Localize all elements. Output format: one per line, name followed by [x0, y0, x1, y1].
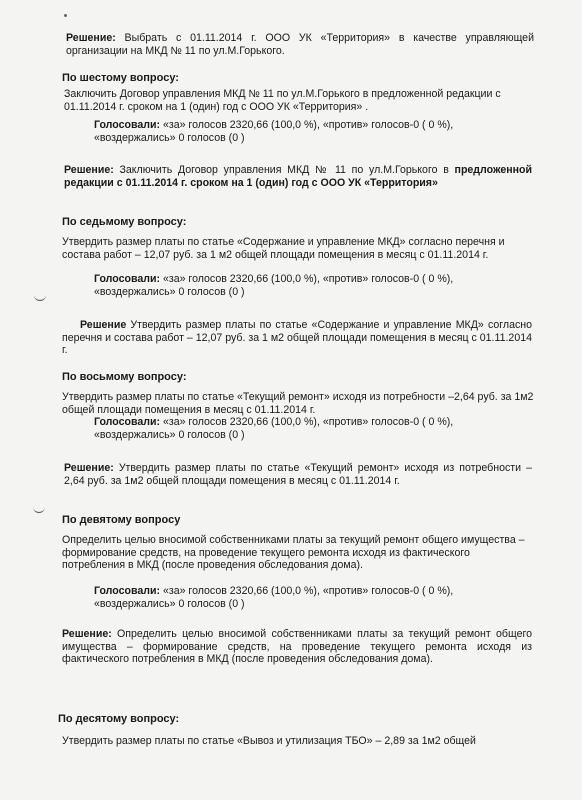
decision-q8 [64, 462, 532, 487]
question-7-vote [94, 273, 514, 298]
vote-text: «за» голосов 2320,66 (100,0 %), «против» голосов-0 ( 0 %), «воздержались» 0 голосов (0 ) [94, 273, 454, 298]
scan-mark [34, 294, 46, 301]
decision-text: Утвердить размер платы по статье «Текущий ремонт» исходя из потребности – 2,64 руб. за 1м2 общей площади помещения в месяц с 01.11.2014 г. [64, 462, 532, 487]
decision-q6 [64, 164, 532, 189]
question-10-heading: По десятому вопросу: [58, 713, 180, 725]
decision-text: Определить целью вносимой собственниками платы за текущий ремонт общего имущества – формирование средств, на проведение текущего ремонта исходя из фактического потребления в МКД (после проведения обследования дома). [62, 628, 532, 666]
question-9-text: Определить целью вносимой собственниками платы за текущий ремонт общего имущества – формирование средств, на проведение текущего ремонта исходя из фактического потребления в МКД (после проведения обследования дома). [62, 534, 525, 572]
question-7-text: Утвердить размер платы по статье «Содержание и управление МКД» согласно перечня и состава работ – 12,07 руб. за 1 м2 общей площади помещения в месяц с 01.11.2014 г. [62, 236, 505, 261]
decision-text: Заключить Договор управления МКД № 11 по ул.М.Горького в [113, 164, 455, 176]
decision-label: Решение: [62, 628, 112, 640]
vote-label: Голосовали: [94, 273, 161, 285]
question-10-text: Утвердить размер платы по статье «Вывоз и утилизация ТБО» – 2,89 за 1м2 общей [62, 735, 476, 747]
question-8-text: Утвердить размер платы по статье «Текущий ремонт» исходя из потребности –2,64 руб. за 1м2 общей площади помещения в месяц с 01.11.2014 г. [62, 391, 534, 416]
decision-label: Решение: [64, 164, 114, 176]
question-9-heading: По девятому вопросу [62, 514, 181, 526]
question-6-vote [94, 119, 514, 144]
vote-label: Голосовали: [94, 119, 161, 131]
decision-q9 [62, 628, 532, 666]
vote-text: «за» голосов 2320,66 (100,0 %), «против» голосов-0 ( 0 %), «воздержались» 0 голосов (0 ) [94, 416, 454, 441]
decision-q5 [66, 32, 534, 57]
decision-label: Решение [80, 319, 127, 331]
decision-text: Утвердить размер платы по статье «Содержание и управление МКД» согласно перечня и состава работ – 12,07 руб. за 1 м2 общей площади помещения в месяц с 01.11.2014 г. [62, 319, 532, 357]
question-9-vote [94, 585, 514, 610]
question-8-vote [94, 416, 514, 441]
vote-label: Голосовали: [94, 585, 161, 597]
scan-mark [33, 506, 45, 513]
decision-text: Выбрать с 01.11.2014 г. ООО УК «Территория» в качестве управляющей организации на МКД № 11 по ул.М.Горького. [66, 32, 534, 57]
decision-label: Решение: [64, 462, 114, 474]
scan-speck [64, 14, 67, 17]
question-8-heading: По восьмому вопросу: [62, 371, 187, 383]
vote-text: «за» голосов 2320,66 (100,0 %), «против» голосов-0 ( 0 %), «воздержались» 0 голосов (0 ) [94, 119, 454, 144]
question-6-text: Заключить Договор управления МКД № 11 по ул.М.Горького в предложенной редакции с 01.11.2014 г. сроком на 1 (один) год с ООО УК «Территория» . [64, 88, 501, 113]
vote-text: «за» голосов 2320,66 (100,0 %), «против» голосов-0 ( 0 %), «воздержались» 0 голосов (0 ) [94, 585, 454, 610]
decision-bold-text: предложенной редакции с 01.11.2014 г. сроком на 1 (один) год с ООО УК «Территория» [64, 164, 532, 189]
decision-q7 [62, 319, 532, 357]
vote-label: Голосовали: [94, 416, 161, 428]
question-6-heading: По шестому вопросу: [62, 72, 179, 84]
question-7-heading: По седьмому вопросу: [62, 216, 187, 228]
decision-label: Решение: [66, 32, 116, 44]
